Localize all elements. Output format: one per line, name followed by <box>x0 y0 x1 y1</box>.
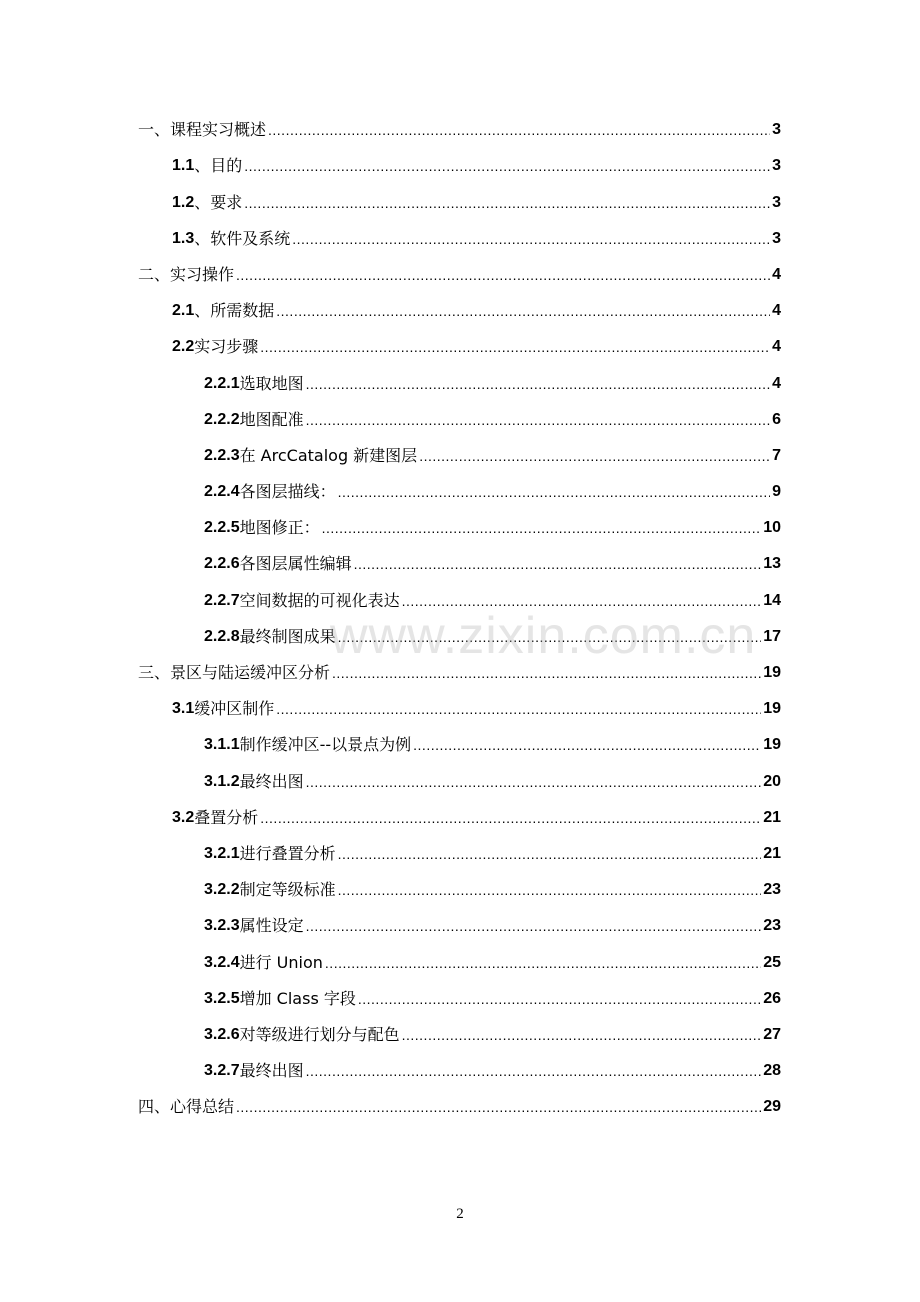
toc-entry[interactable] <box>138 257 781 293</box>
toc-entry-title: 各图层属性编辑 <box>239 554 352 574</box>
watermark: www.zixin.com.cn <box>330 607 757 665</box>
toc-entry-number: 3.2 <box>172 808 195 826</box>
toc-leader-dots <box>236 257 770 293</box>
toc-entry-number: 2.2.2 <box>204 410 240 428</box>
toc-entry-title: 、目的 <box>194 156 243 176</box>
toc-leader-dots <box>325 945 761 981</box>
toc-entry-page: 4 <box>772 338 781 356</box>
toc-entry[interactable] <box>138 148 781 184</box>
toc-entry-title: 空间数据的可视化表达 <box>239 590 400 610</box>
toc-entry[interactable] <box>138 474 781 510</box>
toc-entry-number: 3.2.6 <box>204 1025 240 1043</box>
toc-leader-dots <box>413 727 761 763</box>
toc-leader-dots <box>292 221 770 257</box>
toc-entry-number: 3.2.7 <box>204 1062 240 1080</box>
toc-entry[interactable] <box>138 1089 781 1125</box>
toc-leader-dots <box>354 546 762 582</box>
toc-entry[interactable] <box>138 184 781 220</box>
toc-entry-number: 2.2.1 <box>204 374 240 392</box>
toc-entry-title: 地图修正： <box>239 518 320 538</box>
toc-entry-page: 21 <box>763 844 781 862</box>
toc-leader-dots <box>419 438 770 474</box>
toc-entry-page: 3 <box>772 121 781 139</box>
toc-entry-page: 26 <box>763 989 781 1007</box>
toc-entry[interactable] <box>138 727 781 763</box>
toc-entry-title: 、要求 <box>194 192 243 212</box>
toc-entry-title: 四、心得总结 <box>138 1097 235 1117</box>
toc-entry-page: 4 <box>772 302 781 320</box>
toc-entry-page: 20 <box>763 772 781 790</box>
toc-entry[interactable] <box>138 402 781 438</box>
toc-entry-number: 2.2.3 <box>204 446 240 464</box>
toc-entry-title: 进行叠置分析 <box>239 843 336 863</box>
toc-entry-page: 7 <box>772 446 781 464</box>
toc-entry-number: 3.2.5 <box>204 989 240 1007</box>
toc-entry-page: 10 <box>763 519 781 537</box>
toc-entry-page: 3 <box>772 229 781 247</box>
toc-entry[interactable] <box>138 763 781 799</box>
toc-entry-number: 3.2.3 <box>204 917 240 935</box>
toc-entry[interactable] <box>138 836 781 872</box>
toc-entry-title: 缓冲区制作 <box>194 699 275 719</box>
toc-entry-title: 实习步骤 <box>194 337 259 357</box>
toc-leader-dots <box>260 800 761 836</box>
toc-entry-number: 2.2 <box>172 338 195 356</box>
toc-entry-title: 一、课程实习概述 <box>138 120 267 140</box>
toc-entry-title: 、软件及系统 <box>194 228 291 248</box>
toc-leader-dots <box>306 402 770 438</box>
toc-entry[interactable] <box>138 981 781 1017</box>
toc-entry-number: 2.2.7 <box>204 591 240 609</box>
toc-entry-title: 最终制图成果 <box>239 626 336 646</box>
toc-leader-dots <box>306 764 762 800</box>
toc-leader-dots <box>268 112 770 148</box>
toc-entry-page: 4 <box>772 374 781 392</box>
toc-leader-dots <box>244 185 770 221</box>
toc-entry[interactable] <box>138 510 781 546</box>
toc-entry-number: 2.1 <box>172 302 195 320</box>
toc-entry-title: 最终出图 <box>239 1061 304 1081</box>
toc-entry-number: 2.2.4 <box>204 483 240 501</box>
toc-entry-page: 17 <box>763 627 781 645</box>
toc-entry-title: 制作缓冲区--以景点为例 <box>239 735 412 755</box>
toc-leader-dots <box>338 836 762 872</box>
toc-entry-page: 9 <box>772 483 781 501</box>
toc-leader-dots <box>306 366 770 402</box>
toc-leader-dots <box>358 981 761 1017</box>
page-number: 2 <box>456 1206 464 1222</box>
toc-entry[interactable] <box>138 872 781 908</box>
toc-entry-number: 3.1.2 <box>204 772 240 790</box>
toc-entry-number: 3.1 <box>172 700 195 718</box>
toc-leader-dots <box>236 1089 761 1125</box>
toc-entry-page: 29 <box>763 1098 781 1116</box>
toc-entry-number: 3.2.1 <box>204 844 240 862</box>
toc-entry[interactable] <box>138 800 781 836</box>
toc-entry-number: 3.2.2 <box>204 881 240 899</box>
toc-entry-page: 3 <box>772 193 781 211</box>
toc-entry-page: 25 <box>763 953 781 971</box>
toc-entry-title: 增加 Class 字段 <box>239 988 356 1008</box>
toc-entry-number: 3.2.4 <box>204 953 240 971</box>
toc-entry-page: 27 <box>763 1025 781 1043</box>
toc-entry-title: 三、景区与陆运缓冲区分析 <box>138 663 331 682</box>
toc-leader-dots <box>260 329 770 365</box>
toc-entry[interactable] <box>138 1017 781 1053</box>
toc-entry-page: 13 <box>763 555 781 573</box>
toc-entry-title: 最终出图 <box>239 771 304 791</box>
toc-entry-page: 23 <box>763 881 781 899</box>
toc-entry[interactable] <box>138 293 781 329</box>
toc-leader-dots <box>338 872 762 908</box>
toc-entry-title: 二、实习操作 <box>138 264 235 284</box>
toc-entry[interactable] <box>138 546 781 582</box>
toc-entry-number: 1.1 <box>172 157 195 175</box>
toc-entry-number: 1.3 <box>172 229 195 247</box>
toc-entry-page: 23 <box>763 917 781 935</box>
toc-leader-dots <box>306 908 762 944</box>
toc-entry-page: 19 <box>763 736 781 754</box>
toc-entry-title: 地图配准 <box>239 409 304 429</box>
toc-entry-page: 21 <box>763 808 781 826</box>
toc-entry-page: 4 <box>772 265 781 283</box>
toc-entry-title: 在 ArcCatalog 新建图层 <box>239 445 418 465</box>
toc-entry[interactable] <box>138 329 781 365</box>
toc-leader-dots <box>276 293 770 329</box>
toc-leader-dots <box>322 510 762 546</box>
toc-entry-number: 2.2.5 <box>204 519 240 537</box>
toc-entry-page: 19 <box>763 700 781 718</box>
toc-entry-title: 对等级进行划分与配色 <box>239 1024 400 1044</box>
toc-entry-number: 3.1.1 <box>204 736 240 754</box>
toc-entry[interactable] <box>138 908 781 944</box>
toc-entry-number: 1.2 <box>172 193 195 211</box>
toc-entry[interactable] <box>138 365 781 401</box>
toc-leader-dots <box>402 1017 762 1053</box>
toc-leader-dots <box>276 691 761 727</box>
toc-leader-dots <box>244 148 770 184</box>
toc-leader-dots <box>306 1053 762 1089</box>
toc-entry[interactable] <box>138 944 781 980</box>
toc-entry-number: 2.2.8 <box>204 627 240 645</box>
toc-leader-dots <box>338 474 770 510</box>
toc-entry-page: 6 <box>772 410 781 428</box>
toc-entry-title: 属性设定 <box>239 916 304 936</box>
toc-entry[interactable] <box>138 221 781 257</box>
toc-entry[interactable] <box>138 438 781 474</box>
toc-entry-title: 各图层描线： <box>239 482 336 502</box>
toc-entry-title: 选取地图 <box>239 373 304 393</box>
toc-entry-title: 制定等级标准 <box>239 880 336 900</box>
toc-entry-page: 28 <box>763 1062 781 1080</box>
toc-entry[interactable] <box>138 691 781 727</box>
toc-entry-title: 叠置分析 <box>194 807 259 827</box>
toc-entry[interactable] <box>138 112 781 148</box>
toc-entry-number: 2.2.6 <box>204 555 240 573</box>
toc-entry-title: 进行 Union <box>239 952 323 972</box>
toc-entry-page: 14 <box>763 591 781 609</box>
toc-entry[interactable] <box>138 1053 781 1089</box>
toc-entry-page: 3 <box>772 157 781 175</box>
toc-entry-page: 19 <box>763 664 781 681</box>
toc-entry-title: 、所需数据 <box>194 301 275 321</box>
